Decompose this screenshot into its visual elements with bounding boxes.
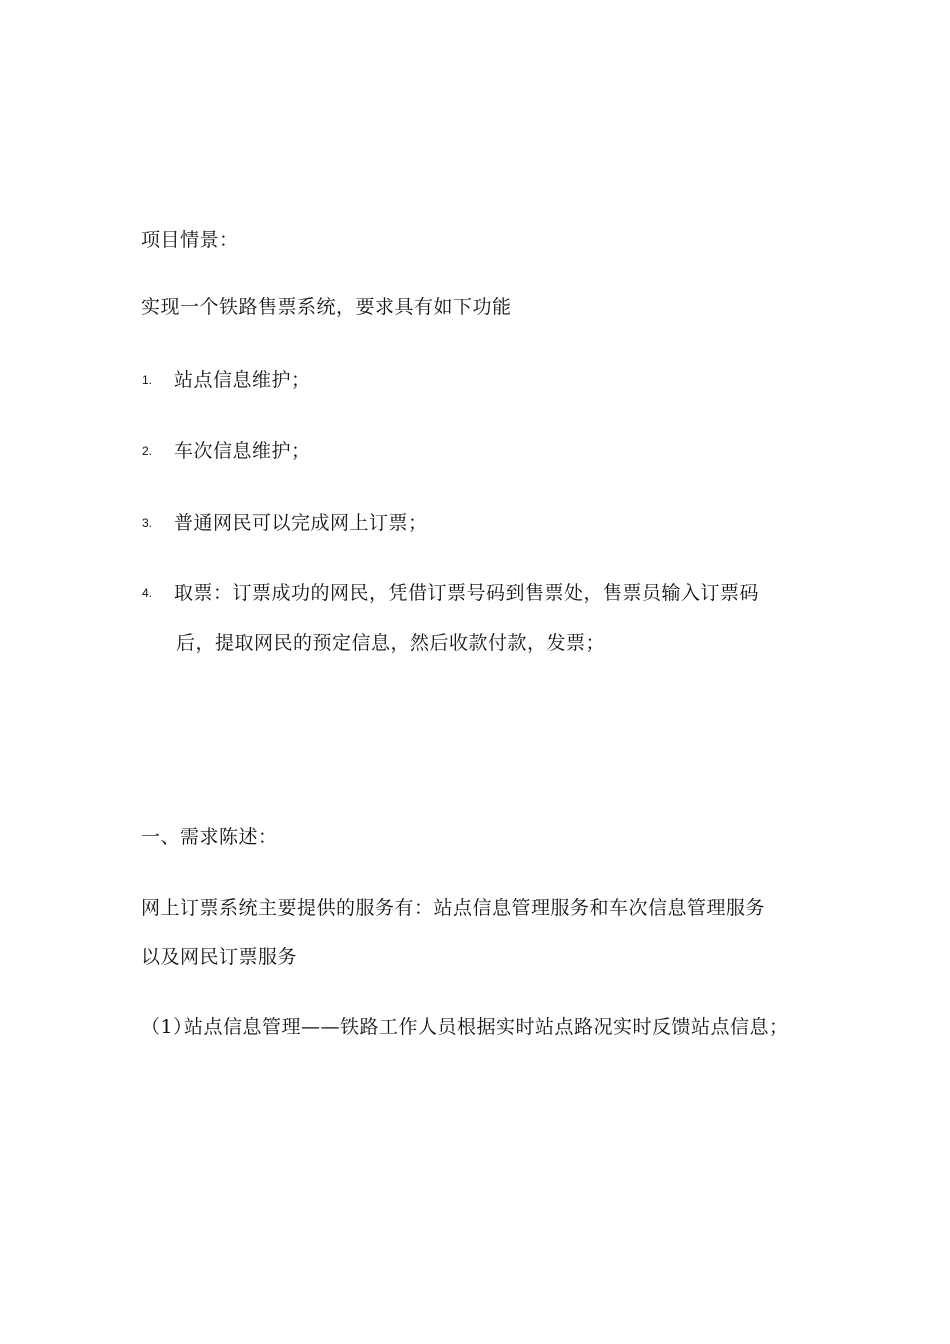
project-heading: 项目情景： [141, 229, 239, 251]
section-heading: 一、需求陈述： [141, 826, 278, 848]
list-text-continuation: 后，提取网民的预定信息，然后收款付款，发票； [176, 632, 606, 654]
list-text: 普通网民可以完成网上订票； [174, 512, 428, 534]
section-paragraph-line-1: 网上订票系统主要提供的服务有：站点信息管理服务和车次信息管理服务 [141, 897, 766, 919]
list-text: 取票：订票成功的网民，凭借订票号码到售票处，售票员输入订票码 [174, 582, 760, 604]
service-marker: （1） [141, 1016, 193, 1038]
list-number: 2. [142, 444, 153, 458]
list-number: 1. [142, 373, 153, 387]
section-paragraph-line-2: 以及网民订票服务 [141, 946, 298, 968]
list-text: 站点信息维护； [174, 369, 311, 391]
list-text: 车次信息维护； [174, 440, 311, 462]
service-text: 站点信息管理——铁路工作人员根据实时站点路况实时反馈站点信息； [184, 1016, 789, 1038]
list-number: 3. [142, 516, 153, 530]
list-number: 4. [142, 586, 153, 600]
project-intro: 实现一个铁路售票系统，要求具有如下功能 [141, 296, 512, 318]
